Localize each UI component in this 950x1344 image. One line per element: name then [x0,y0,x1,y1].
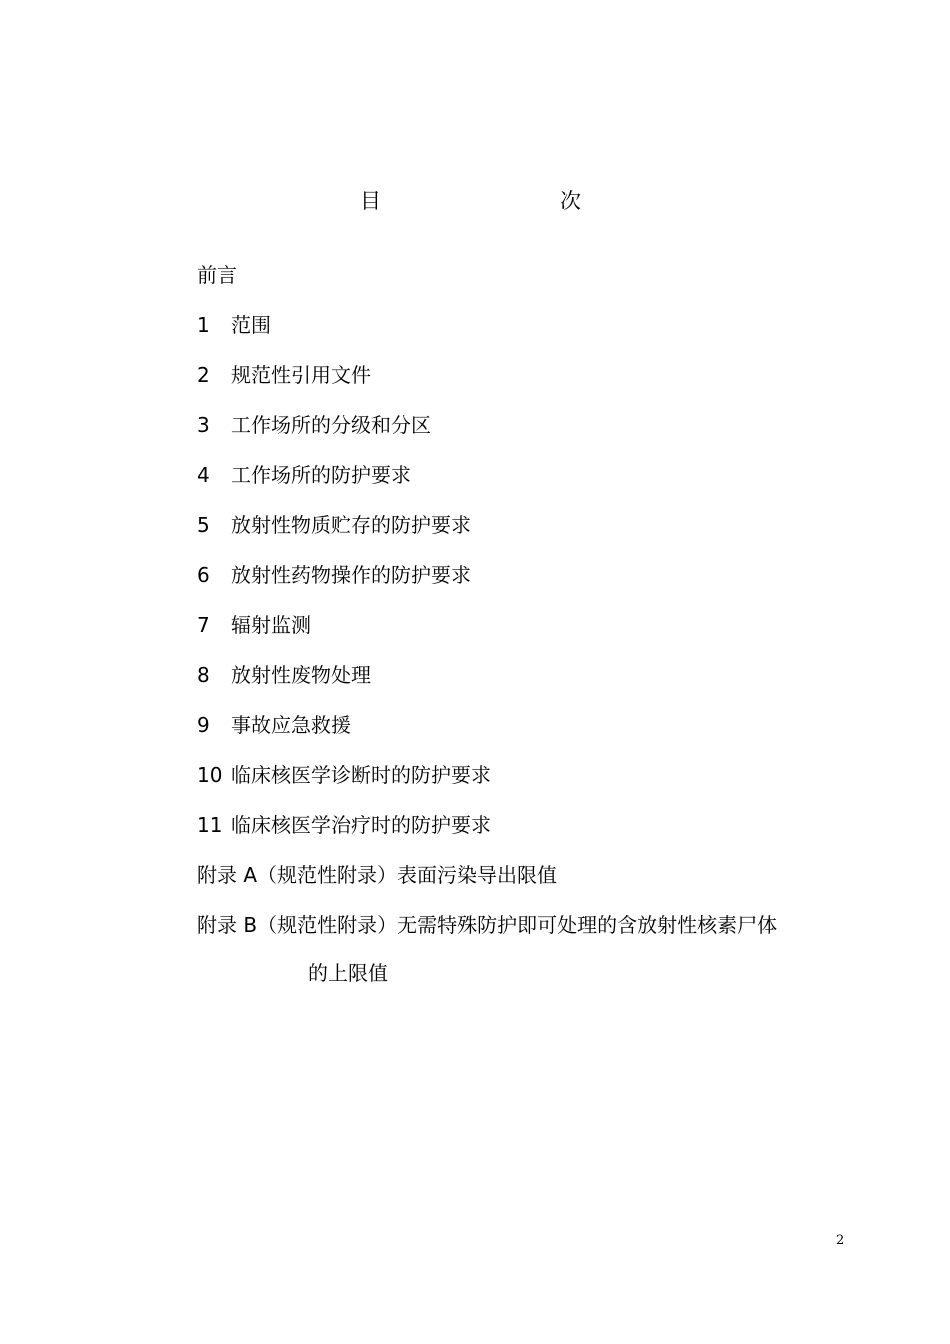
toc-entry-text: 工作场所的防护要求 [231,463,411,487]
toc-entry-number: 2 [197,363,210,387]
table-of-contents [197,262,877,962]
toc-entry-text: 临床核医学诊断时的防护要求 [231,763,491,787]
toc-entry-appendix-a[interactable] [197,862,877,912]
page-number: 2 [836,1233,845,1248]
toc-entry-number: 9 [197,713,210,737]
toc-entry-text: 范围 [231,313,271,337]
toc-entry-text: 放射性废物处理 [231,663,371,687]
toc-entry-text: 工作场所的分级和分区 [231,413,431,437]
toc-entry-text: 规范性引用文件 [231,363,371,387]
toc-entry-number: 1 [197,313,210,337]
toc-entry-8[interactable] [197,662,877,712]
toc-entry-1[interactable] [197,312,877,362]
toc-heading-right: 次 [560,189,581,213]
toc-entry-number: 7 [197,613,210,637]
toc-entry-appendix-b-continuation[interactable]: 的上限值 [308,961,388,985]
toc-entry-number: 10 [197,763,223,787]
toc-entry-number: 6 [197,563,210,587]
toc-entry-number: 4 [197,463,210,487]
toc-entry-number: 5 [197,513,210,537]
toc-entry-9[interactable] [197,712,877,762]
toc-entry-4[interactable] [197,462,877,512]
toc-heading-left: 目 [360,189,381,213]
toc-entry-5[interactable] [197,512,877,562]
toc-entry-appendix-b[interactable] [197,912,877,962]
toc-entry-text: 事故应急救援 [231,713,351,737]
toc-entry-text: 附录 A（规范性附录）表面污染导出限值 [197,863,558,887]
toc-entry-text: 临床核医学治疗时的防护要求 [231,813,491,837]
toc-entry-3[interactable] [197,412,877,462]
toc-entry-6[interactable] [197,562,877,612]
toc-entry-text: 放射性物质贮存的防护要求 [231,513,471,537]
toc-entry-number: 11 [197,813,223,837]
toc-entry-7[interactable] [197,612,877,662]
toc-entry-10[interactable] [197,762,877,812]
toc-entry-text: 前言 [197,263,237,287]
toc-entry-2[interactable] [197,362,877,412]
toc-entry-number: 8 [197,663,210,687]
toc-entry-text: 辐射监测 [231,613,311,637]
toc-entry-number: 3 [197,413,210,437]
toc-entry-text: 附录 B（规范性附录）无需特殊防护即可处理的含放射性核素尸体 [197,913,778,937]
toc-entry-text: 放射性药物操作的防护要求 [231,563,471,587]
toc-entry-preface[interactable] [197,262,877,312]
toc-entry-11[interactable] [197,812,877,862]
